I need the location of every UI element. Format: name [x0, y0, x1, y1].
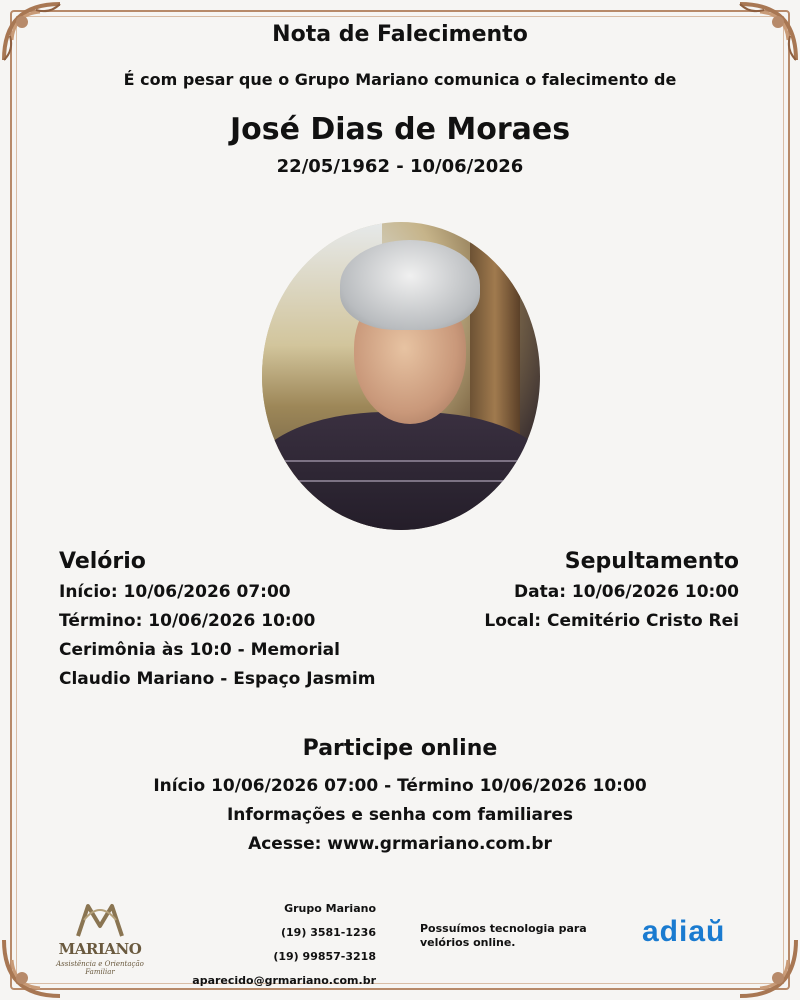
- online-info: Informações e senha com familiares: [226, 805, 574, 825]
- mariano-m-icon: [70, 900, 130, 940]
- mariano-logo: [46, 900, 154, 976]
- logo-subtitle: Assistência e Orientação Familiar: [56, 960, 144, 976]
- online-link[interactable]: Acesse: www.grmariano.com.br: [248, 834, 552, 854]
- adiau-logo: adiaŭ: [642, 915, 726, 948]
- velorio-section: [59, 548, 375, 694]
- deceased-name: José Dias de Moraes: [229, 112, 571, 147]
- tech-note: Possuímos tecnologia para velórios online.: [420, 922, 587, 949]
- life-dates: 22/05/1962 - 10/06/2026: [276, 156, 524, 177]
- online-heading: Participe online: [302, 736, 498, 761]
- contact-company: Grupo Mariano: [284, 902, 376, 915]
- sepultamento-date: Data: 10/06/2026 10:00: [514, 582, 739, 602]
- logo-word: MARIANO: [58, 940, 142, 958]
- sepultamento-location: Local: Cemitério Cristo Rei: [484, 611, 739, 631]
- sepultamento-heading: Sepultamento: [564, 549, 739, 574]
- contact-phone[interactable]: (19) 3581-1236: [281, 926, 376, 939]
- corner-ornament-icon: [730, 930, 800, 1000]
- contact-email[interactable]: aparecido@grmariano.com.br: [192, 974, 376, 987]
- velorio-location: Claudio Mariano - Espaço Jasmim: [59, 669, 376, 689]
- portrait-photo: [262, 222, 540, 530]
- page-title: Nota de Falecimento: [272, 22, 528, 47]
- online-times: Início 10/06/2026 07:00 - Término 10/06/2026 10:00: [153, 776, 647, 796]
- intro-text: É com pesar que o Grupo Mariano comunica o falecimento de: [123, 70, 677, 89]
- contact-mobile[interactable]: (19) 99857-3218: [273, 950, 376, 963]
- velorio-end: Término: 10/06/2026 10:00: [59, 611, 316, 631]
- sepultamento-section: [484, 548, 739, 636]
- velorio-ceremony: Cerimônia às 10:0 - Memorial: [59, 640, 340, 660]
- velorio-start: Início: 10/06/2026 07:00: [59, 582, 291, 602]
- contact-list: [192, 897, 376, 993]
- velorio-heading: Velório: [59, 549, 146, 574]
